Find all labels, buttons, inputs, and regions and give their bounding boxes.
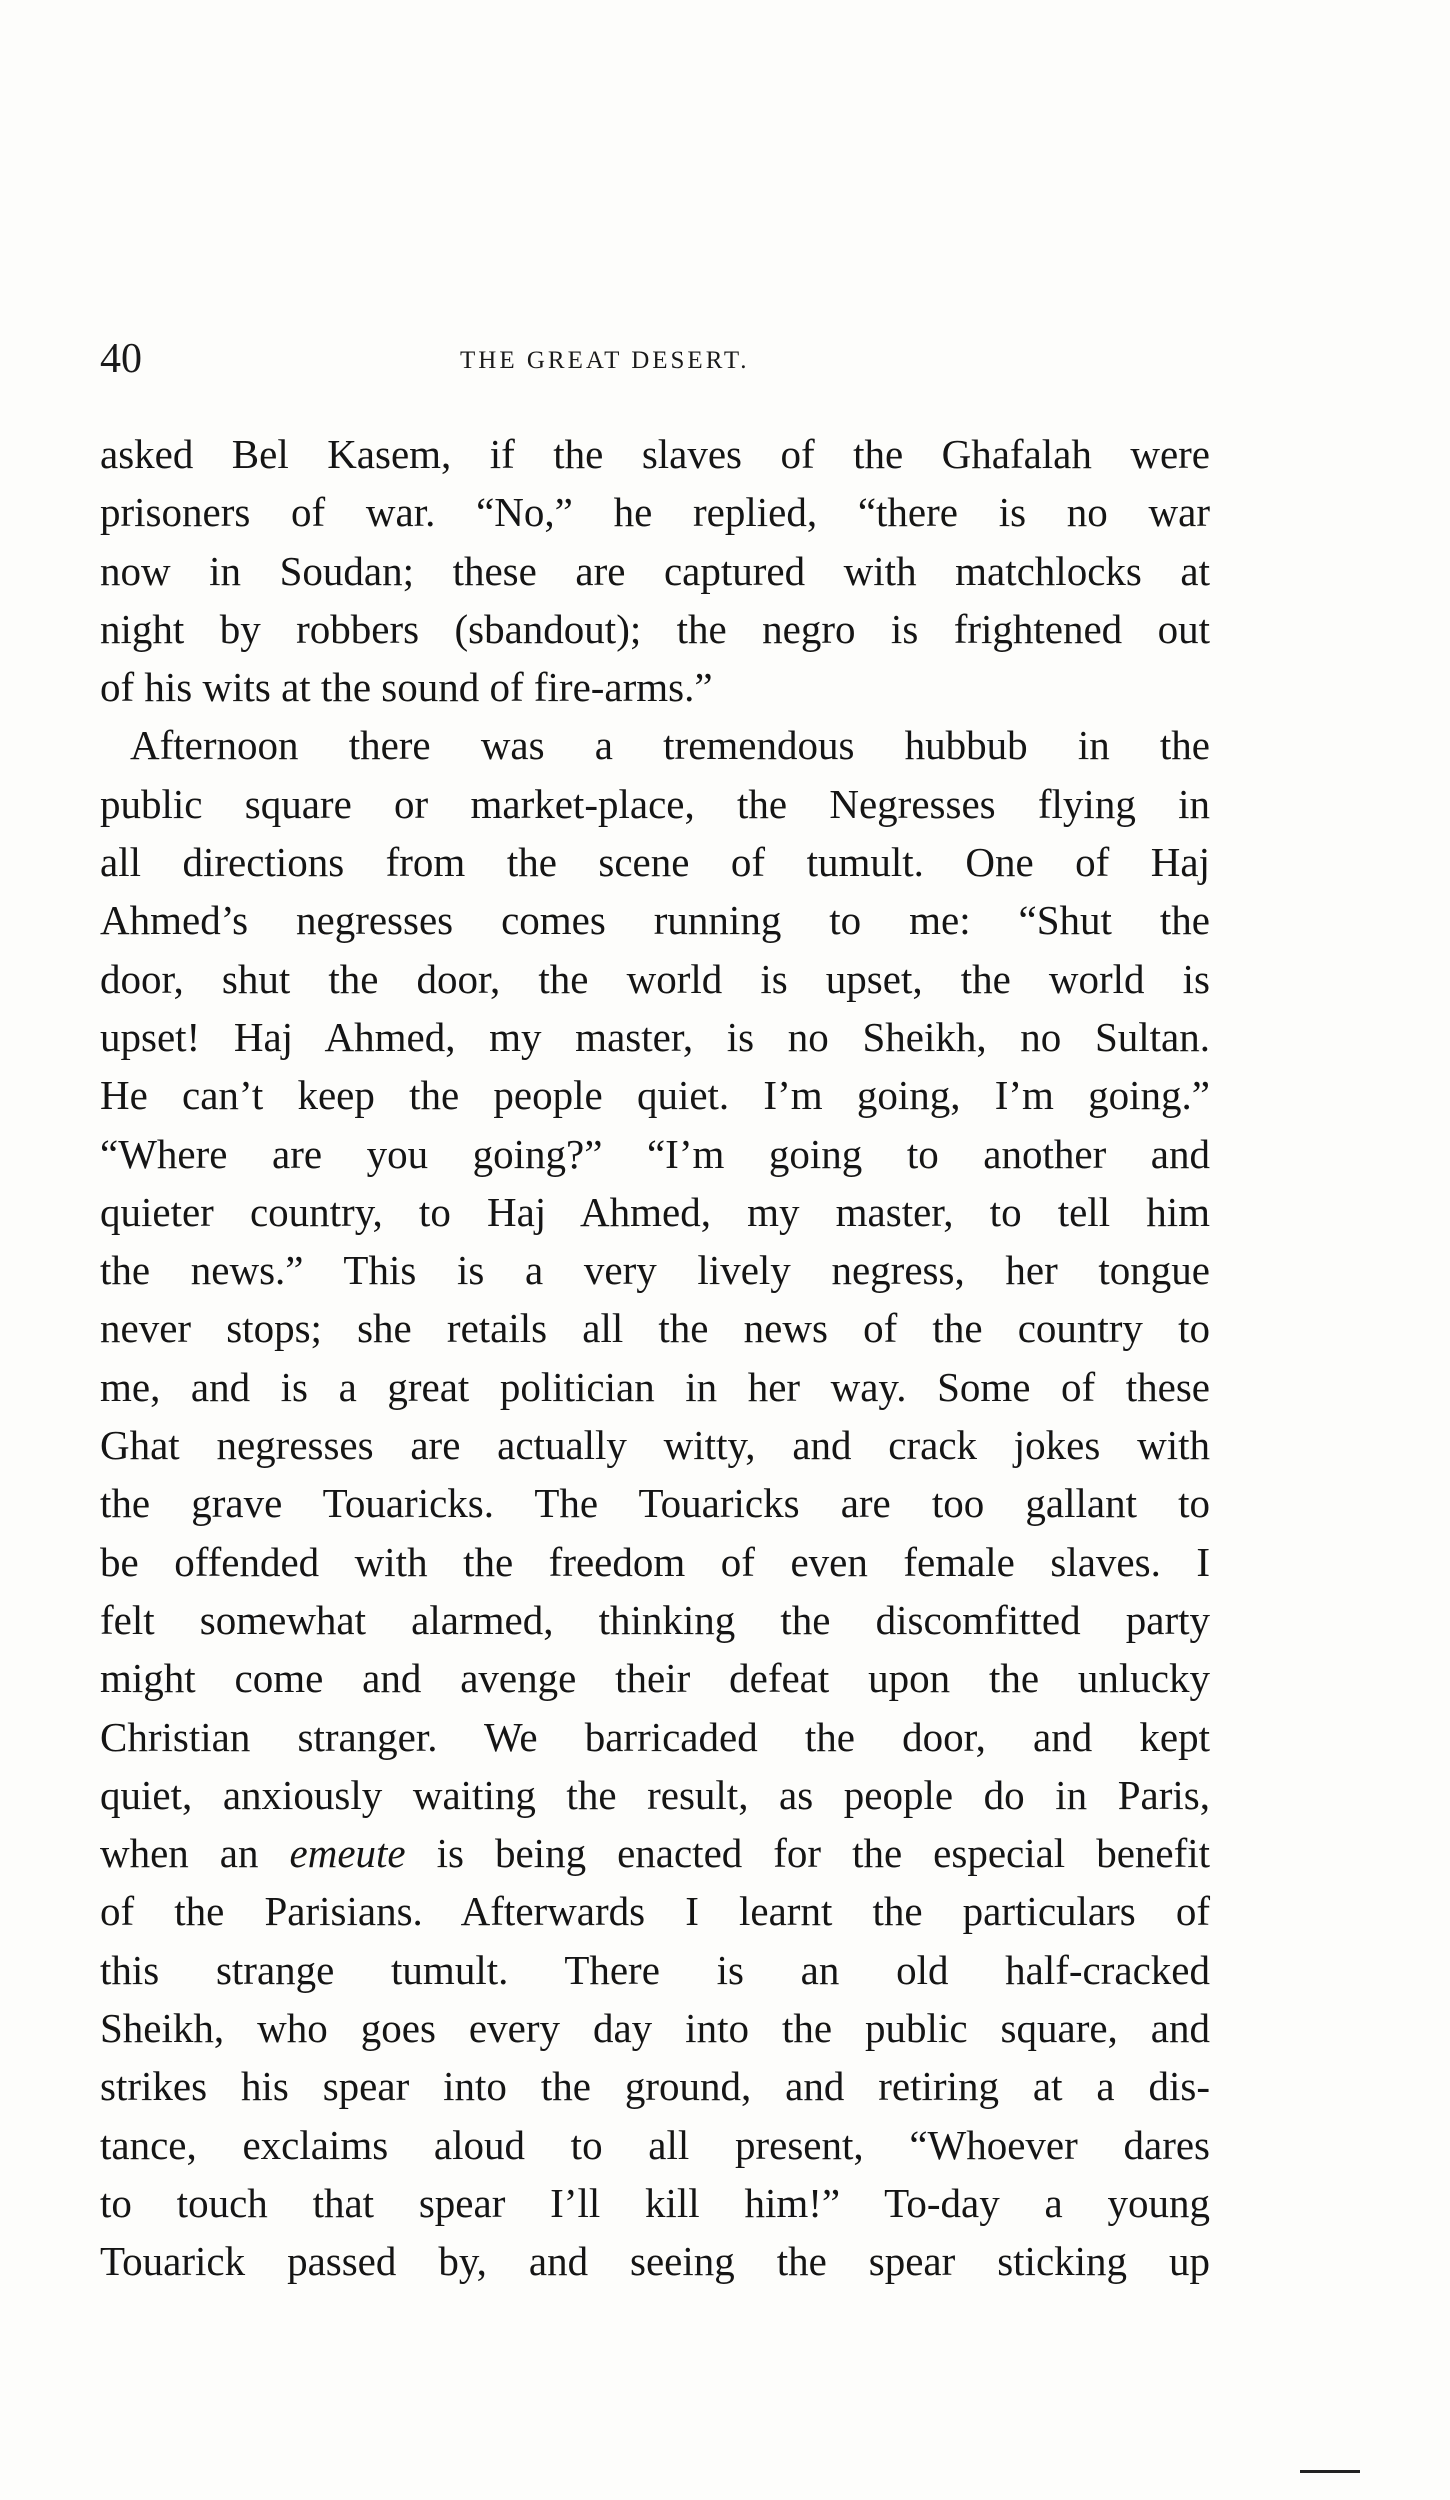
text-line: asked Bel Kasem, if the slaves of the Ghafalah were <box>100 431 1210 477</box>
text-fragment: is being enacted for the especial benefit <box>436 1830 1211 1877</box>
page-header <box>100 335 1210 395</box>
text-line: be offended with the freedom of even female slaves. I <box>100 1538 1210 1585</box>
text-line: me, and is a great politician in her way. Some of these <box>100 1363 1210 1410</box>
text-line: tance, exclaims aloud to all present, “Whoever dares <box>100 2121 1210 2168</box>
text-line: Afternoon there was a tremendous hubbub in the <box>130 722 1210 769</box>
text-line: never stops; she retails all the news of the country to <box>100 1305 1210 1352</box>
text-line: felt somewhat alarmed, thinking the discomfitted party <box>100 1596 1210 1643</box>
text-line: door, shut the door, the world is upset, the world is <box>100 955 1210 1002</box>
text-line: quiet, anxiously waiting the result, as people do in Paris, <box>100 1771 1210 1818</box>
text-line: Ahmed’s negresses comes running to me: “Shut the <box>100 897 1210 944</box>
text-line: might come and avenge their defeat upon the unlucky <box>100 1655 1210 1702</box>
text-line: the grave Touaricks. The Touaricks are too gallant to <box>100 1480 1210 1527</box>
text-line: Sheikh, who goes every day into the public square, and <box>100 2005 1210 2052</box>
text-line: of the Parisians. Afterwards I learnt the particulars of <box>100 1888 1210 1935</box>
running-head: THE GREAT DESERT. <box>460 347 750 374</box>
text-line: night by robbers (sbandout); the negro is frightened out <box>100 605 1210 652</box>
footer-mark <box>1300 2470 1360 2473</box>
page-number: 40 <box>100 336 142 382</box>
text-line: Ghat negresses are actually witty, and crack jokes with <box>100 1422 1210 1469</box>
text-line: to touch that spear I’ll kill him!” To-day a young <box>100 2179 1210 2226</box>
text-line: all directions from the scene of tumult. One of Haj <box>100 839 1210 886</box>
text-line: “Where are you going?” “I’m going to another and <box>100 1130 1210 1177</box>
text-fragment: when an <box>100 1830 259 1877</box>
text-line: prisoners of war. “No,” he replied, “there is no war <box>100 489 1210 536</box>
text-line: upset! Haj Ahmed, my master, is no Sheikh, no Sultan. <box>100 1013 1210 1060</box>
text-line: He can’t keep the people quiet. I’m going, I’m going.” <box>100 1072 1210 1119</box>
text-line: quieter country, to Haj Ahmed, my master, to tell him <box>100 1188 1210 1235</box>
text-line: Touarick passed by, and seeing the spear sticking up <box>100 2238 1210 2285</box>
text-line: strikes his spear into the ground, and retiring at a dis- <box>100 2063 1210 2110</box>
emphasized-word: emeute <box>289 1830 406 1877</box>
body-text <box>100 425 1210 2291</box>
text-line-with-emphasis <box>100 1824 1210 1882</box>
text-line: of his wits at the sound of fire-arms.” <box>100 664 713 711</box>
text-line: the news.” This is a very lively negress, her tongue <box>100 1247 1210 1294</box>
text-line: now in Soudan; these are captured with matchlocks at <box>100 547 1210 594</box>
text-line: Christian stranger. We barricaded the door, and kept <box>100 1713 1210 1760</box>
text-line: this strange tumult. There is an old half-cracked <box>100 1946 1210 1993</box>
text-line: public square or market-place, the Negresses flying in <box>100 780 1210 827</box>
